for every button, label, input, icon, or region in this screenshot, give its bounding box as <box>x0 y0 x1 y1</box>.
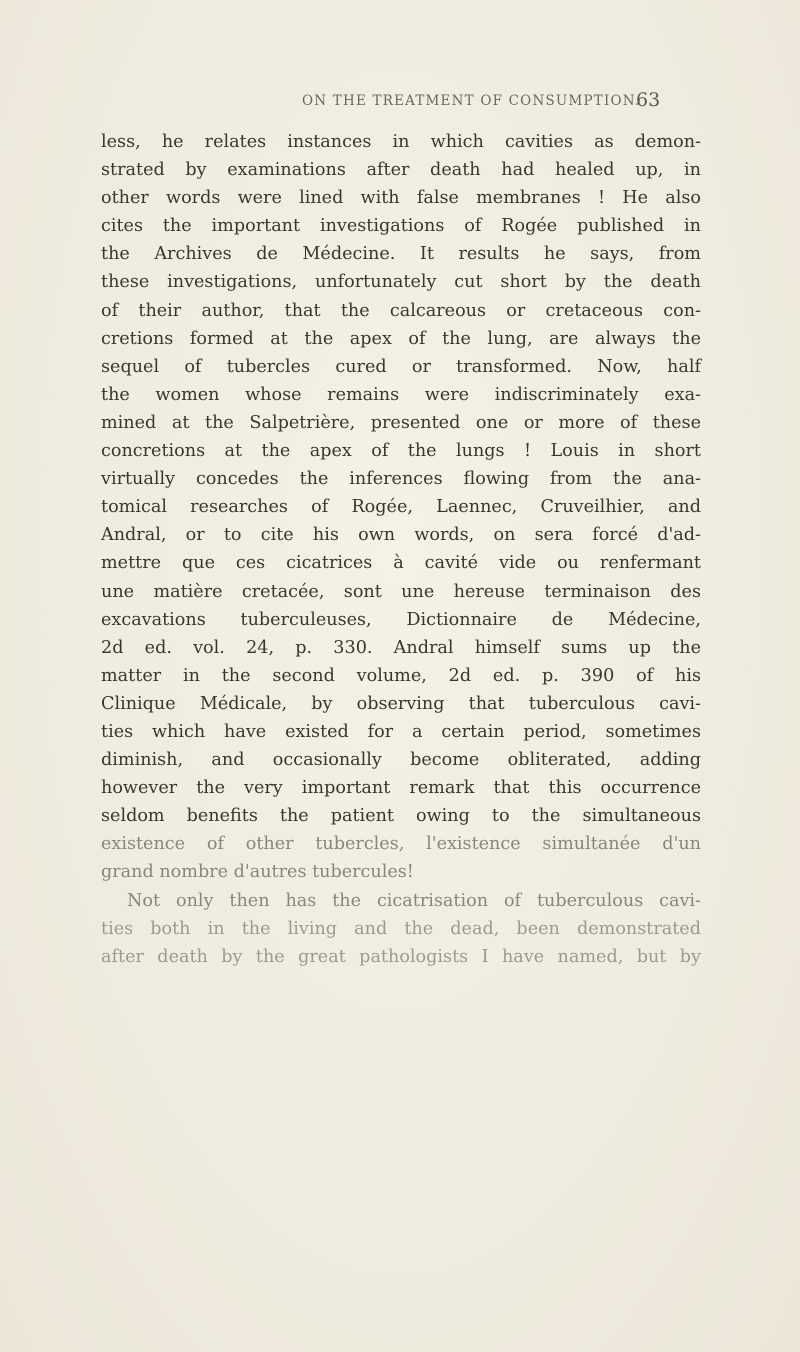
text-line: Andral, or to cite his own words, on sera forcé d'ad- <box>101 525 701 546</box>
text-line: mettre que ces cicatrices à cavité vide ou renfermant <box>101 553 701 574</box>
text-line: the women whose remains were indiscriminately exa- <box>101 384 701 405</box>
text-line: the Archives de Médecine. It results he says, from <box>101 244 701 265</box>
text-line: excavations tuberculeuses, Dictionnaire de Médecine, <box>101 609 701 630</box>
text-line: after death by the great pathologists I have named, but by <box>101 946 701 967</box>
text-line: other words were lined with false membranes ! He also <box>101 188 701 209</box>
text-line: Clinique Médicale, by observing that tuberculous cavi- <box>101 693 701 714</box>
text-line: mined at the Salpetrière, presented one or more of these <box>101 412 701 433</box>
text-line: cites the important investigations of Rogée published in <box>101 216 701 237</box>
page-number: 63 <box>636 89 661 111</box>
text-line: concretions at the apex of the lungs ! Louis in short <box>101 441 701 462</box>
text-line: less, he relates instances in which cavities as demon- <box>101 132 701 152</box>
text-line: however the very important remark that this occurrence <box>101 778 701 799</box>
body-text <box>101 128 701 971</box>
text-line: virtually concedes the inferences flowing from the ana- <box>101 469 701 490</box>
text-line: these investigations, unfortunately cut short by the death <box>101 272 701 293</box>
running-head <box>90 89 690 117</box>
text-line: ties both in the living and the dead, been demonstrated <box>101 918 701 939</box>
text-line: 2d ed. vol. 24, p. 330. Andral himself sums up the <box>101 637 701 658</box>
text-line: tomical researches of Rogée, Laennec, Cruveilhier, and <box>101 497 701 518</box>
text-line: strated by examinations after death had healed up, in <box>101 160 701 181</box>
text-line: cretions formed at the apex of the lung, are always the <box>101 328 701 349</box>
text-line: Not only then has the cicatrisation of tuberculous cavi- <box>127 890 701 911</box>
text-line: une matière cretacée, sont une hereuse terminaison des <box>101 581 701 602</box>
text-line: of their author, that the calcareous or cretaceous con- <box>101 300 701 321</box>
text-line: ties which have existed for a certain period, sometimes <box>101 721 701 742</box>
text-line: existence of other tubercles, l'existence simultanée d'un <box>101 834 701 855</box>
text-line: diminish, and occasionally become obliterated, adding <box>101 750 701 771</box>
text-line: grand nombre d'autres tubercules! <box>101 862 414 883</box>
running-title: ON THE TREATMENT OF CONSUMPTION. <box>302 93 641 109</box>
text-line: sequel of tubercles cured or transformed. Now, half <box>101 356 701 377</box>
text-line: seldom benefits the patient owing to the simultaneous <box>101 806 701 827</box>
text-line: matter in the second volume, 2d ed. p. 390 of his <box>101 665 701 686</box>
